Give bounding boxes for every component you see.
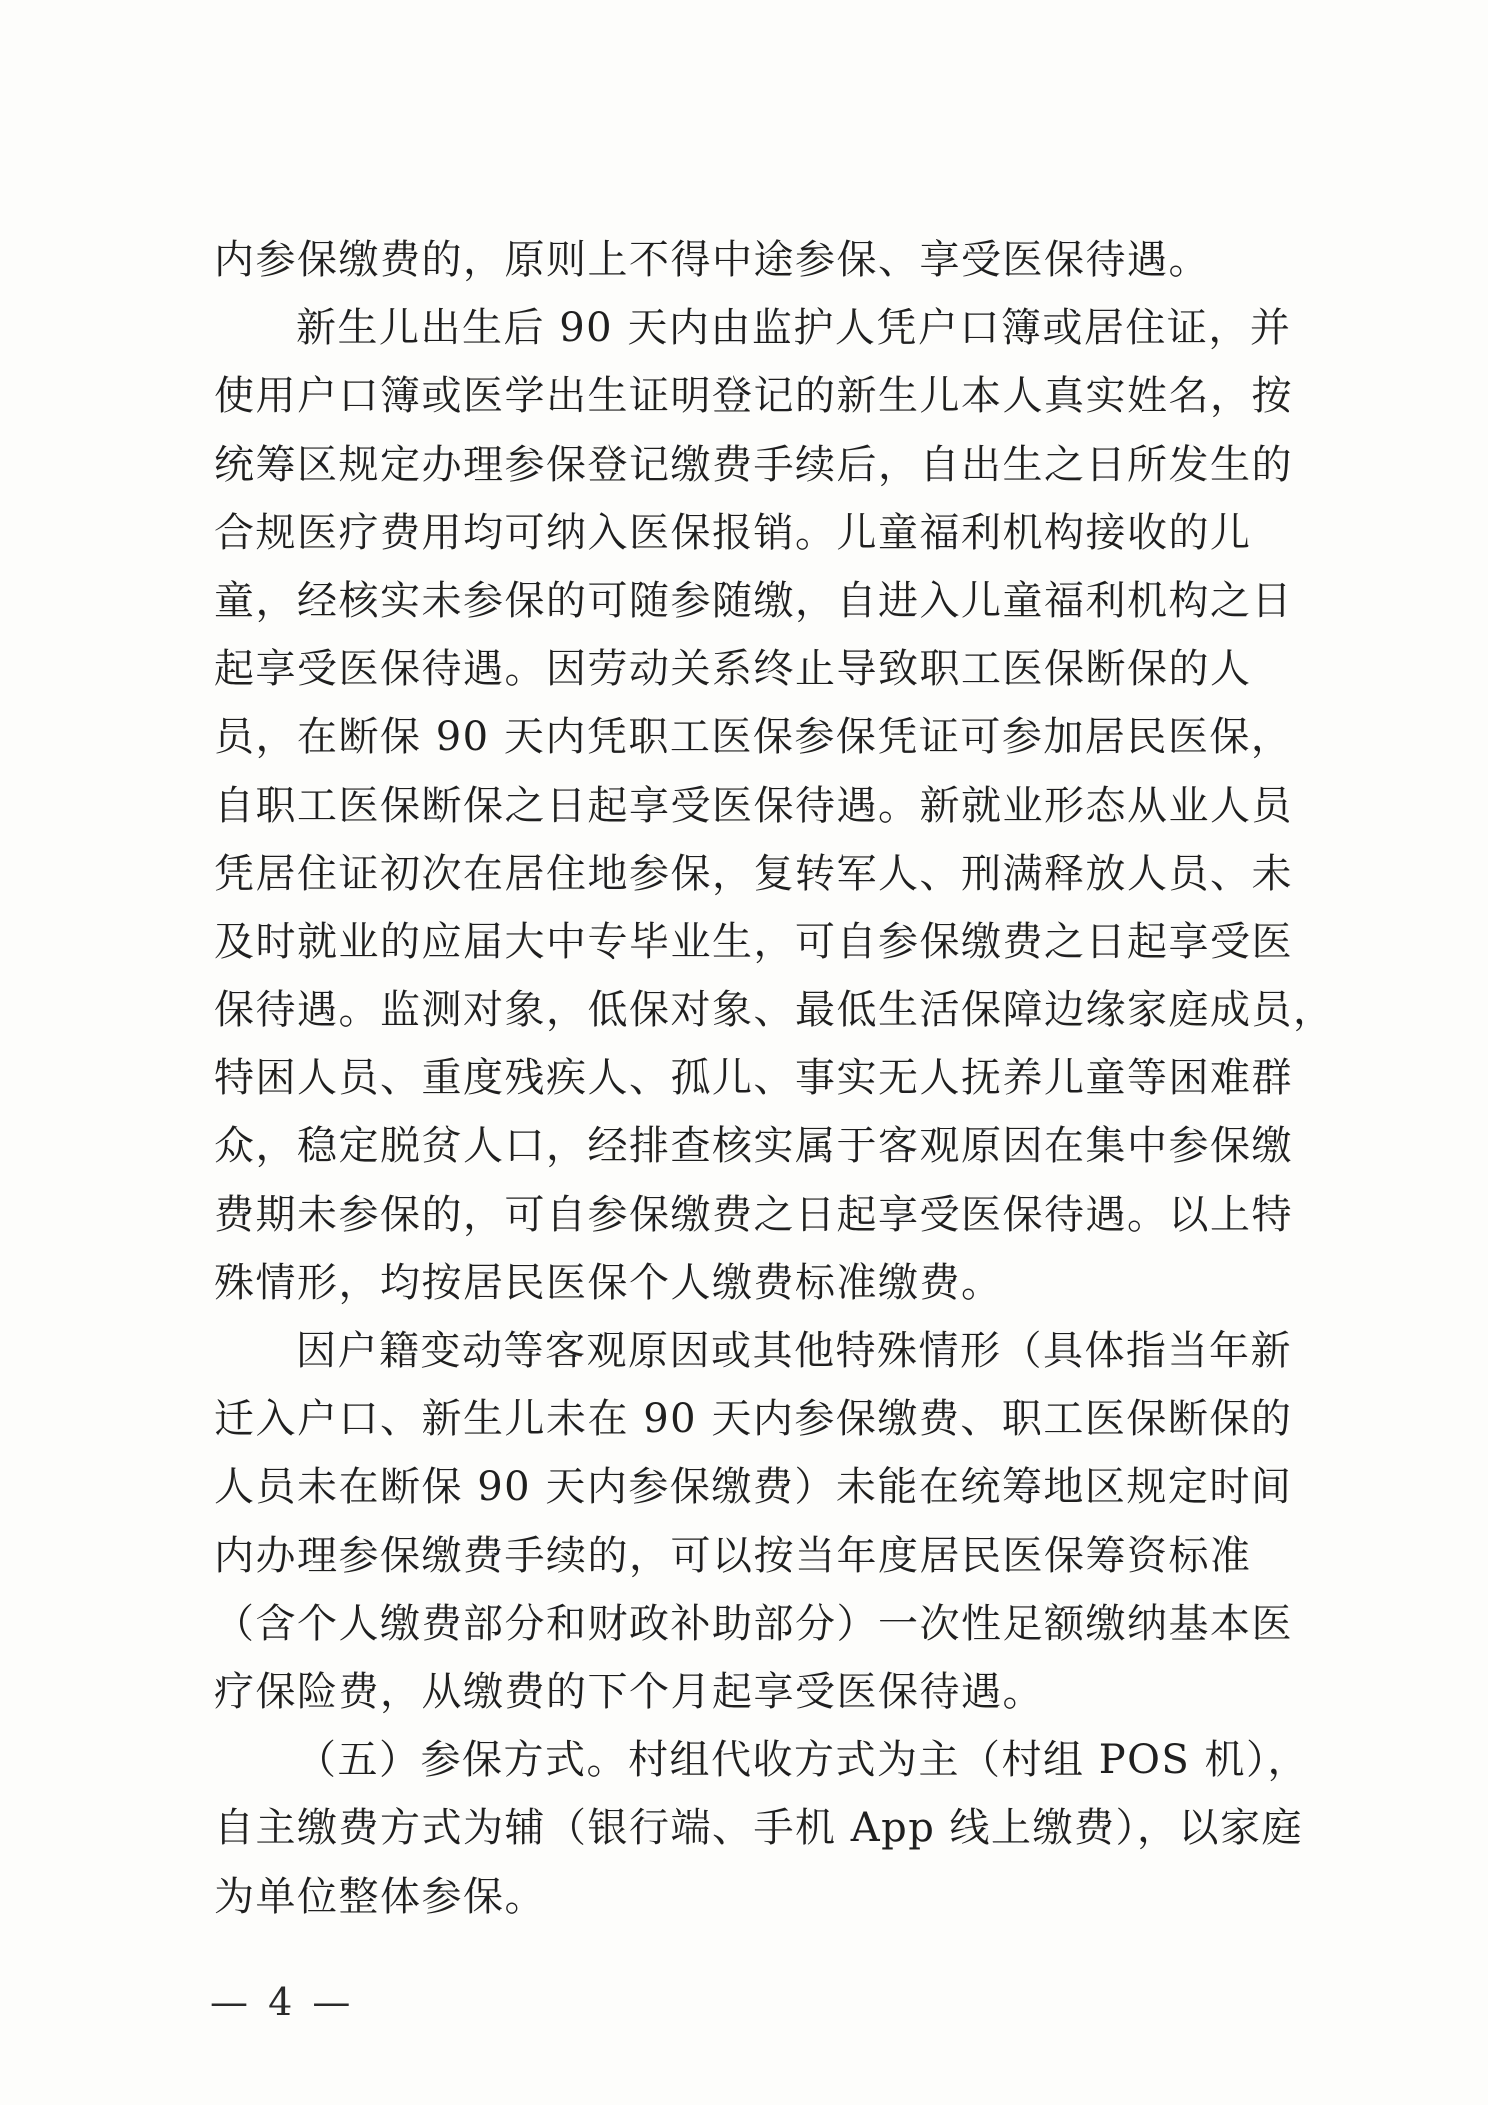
text-line: 内参保缴费的，原则上不得中途参保、享受医保待遇。	[214, 237, 1210, 283]
body-text	[214, 226, 1335, 1931]
text-line: 员，在断保 90 天内凭职工医保参保凭证可参加居民医保，	[214, 714, 1293, 761]
text-line: 迁入户口、新生儿未在 90 天内参保缴费、职工医保断保的	[214, 1396, 1293, 1443]
page-number: — 4 —	[210, 1980, 355, 2024]
text-line: 自主缴费方式为辅（银行端、手机 App 线上缴费），以家庭	[214, 1805, 1304, 1852]
text-line: 众，稳定脱贫人口，经排查核实属于客观原因在集中参保缴	[214, 1123, 1293, 1170]
text-line: 自职工医保断保之日起享受医保待遇。新就业形态从业人员	[214, 782, 1293, 829]
text-line: 及时就业的应届大中专毕业生，可自参保缴费之日起享受医	[214, 918, 1293, 965]
text-line: 使用户口簿或医学出生证明登记的新生儿本人真实姓名，按	[214, 373, 1293, 420]
text-line: 统筹区规定办理参保登记缴费手续后，自出生之日所发生的	[214, 441, 1293, 488]
text-line: 为单位整体参保。	[214, 1873, 546, 1920]
text-line: 新生儿出生后 90 天内由监护人凭户口簿或居住证，并	[296, 305, 1292, 352]
text-line: 保待遇。监测对象，低保对象、最低生活保障边缘家庭成员，	[214, 987, 1335, 1034]
text-line: 殊情形，均按居民医保个人缴费标准缴费。	[214, 1259, 1003, 1306]
text-line: 童，经核实未参保的可随参随缴，自进入儿童福利机构之日	[214, 577, 1293, 624]
text-line: （含个人缴费部分和财政补助部分）一次性足额缴纳基本医	[214, 1600, 1293, 1647]
text-line: 凭居住证初次在居住地参保，复转军人、刑满释放人员、未	[214, 850, 1293, 897]
text-line: 疗保险费，从缴费的下个月起享受医保待遇。	[214, 1668, 1044, 1715]
text-line: 合规医疗费用均可纳入医保报销。儿童福利机构接收的儿	[214, 509, 1252, 556]
text-line: 费期未参保的，可自参保缴费之日起享受医保待遇。以上特	[214, 1191, 1293, 1238]
text-line: 特困人员、重度残疾人、孤儿、事实无人抚养儿童等困难群	[214, 1055, 1293, 1102]
text-line: 人员未在断保 90 天内参保缴费）未能在统筹地区规定时间	[214, 1464, 1293, 1511]
text-line: 因户籍变动等客观原因或其他特殊情形（具体指当年新	[296, 1328, 1292, 1374]
text-line: 起享受医保待遇。因劳动关系终止导致职工医保断保的人	[214, 646, 1252, 693]
text-line: （五）参保方式。村组代收方式为主（村组 POS 机），	[296, 1737, 1310, 1784]
text-line: 内办理参保缴费手续的，可以按当年度居民医保筹资标准	[214, 1532, 1252, 1579]
